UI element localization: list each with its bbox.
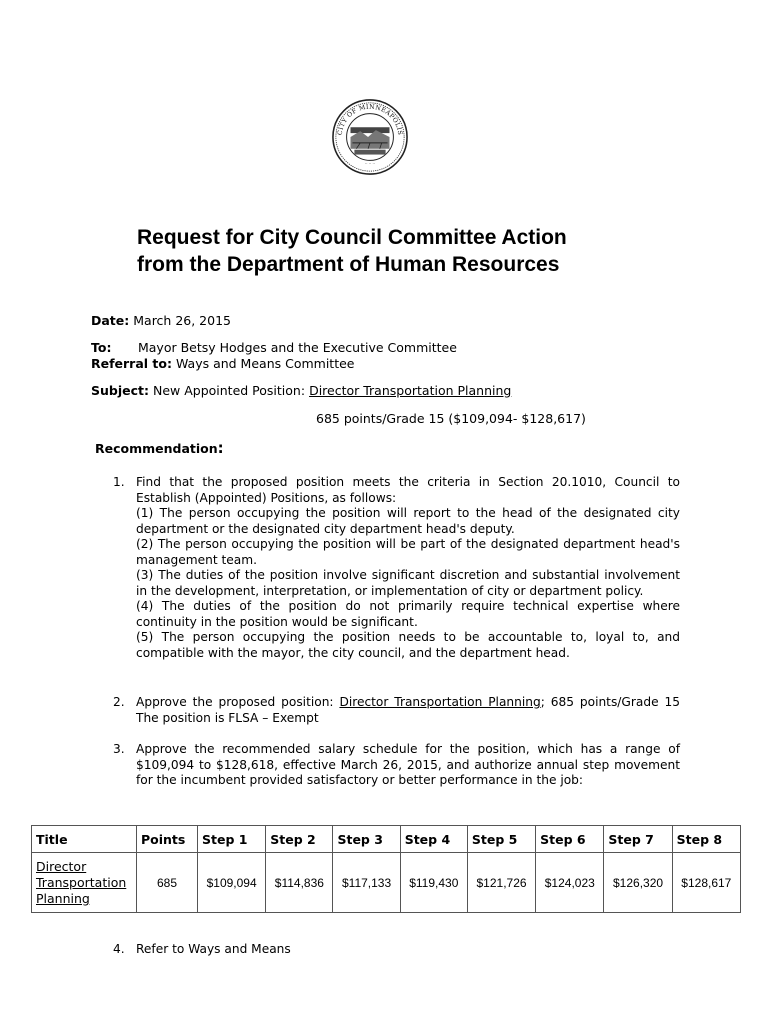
cell-step-6: $124,023	[536, 853, 604, 913]
header-step-7: Step 7	[604, 826, 672, 853]
recommendation-heading-text: Recommendation	[95, 441, 218, 456]
title-line: Transportation	[36, 874, 127, 890]
cell-step-2: $114,836	[266, 853, 333, 913]
cell-step-3: $117,133	[333, 853, 400, 913]
item-2-position: Director Transportation Planning	[339, 695, 541, 709]
item-2-suffix: ; 685 points/Grade 15 The position is FLSA – Exempt	[136, 695, 680, 725]
item-1-intro: Find that the proposed position meets the criteria in Section 20.1010, Council to Establish (Appointed) Positions, as follows:	[136, 475, 680, 505]
recommendation-item-1	[113, 475, 680, 661]
to-label: To:	[91, 340, 112, 355]
subject-position: Director Transportation Planning	[309, 383, 512, 398]
referral-value: Ways and Means Committee	[175, 356, 355, 371]
subject-prefix: New Appointed Position:	[152, 383, 306, 398]
date-label: Date:	[91, 313, 130, 328]
criterion-3: (3) The duties of the position involve significant discretion and substantial involvement in the development, interpretation, or implementation of city or department policy.	[136, 568, 680, 598]
cell-step-5: $121,726	[467, 853, 535, 913]
cell-step-1: $109,094	[198, 853, 266, 913]
cell-points: 685	[137, 853, 198, 913]
cell-step-7: $126,320	[604, 853, 672, 913]
header-step-4: Step 4	[400, 826, 467, 853]
item-number: 2.	[113, 695, 125, 709]
cell-title	[32, 853, 137, 913]
header-step-5: Step 5	[467, 826, 535, 853]
header-step-6: Step 6	[536, 826, 604, 853]
salary-schedule-table	[31, 825, 741, 913]
header-title: Title	[32, 826, 137, 853]
table-row	[32, 853, 741, 913]
cell-step-8: $128,617	[672, 853, 740, 913]
cell-step-4: $119,430	[400, 853, 467, 913]
item-number: 4.	[113, 942, 125, 956]
subject-label: Subject:	[91, 383, 149, 398]
city-seal-icon	[331, 98, 409, 176]
to-line	[91, 340, 457, 355]
item-3-text: Approve the recommended salary schedule for the position, which has a range of $109,094 to $128,618, effective March 26, 2015, and authorize annual step movement for the incumbent provided satisfactory or better performance in the job:	[136, 742, 680, 787]
subject-line	[91, 383, 511, 398]
recommendation-colon: :	[217, 439, 224, 457]
title-line: Planning	[36, 890, 90, 906]
svg-text:·· ·· ··: ·· ·· ··	[365, 160, 375, 166]
date-line	[91, 313, 231, 328]
recommendation-item-4	[113, 942, 680, 958]
title-line: Director	[36, 858, 87, 874]
item-number: 3.	[113, 742, 125, 756]
referral-line	[91, 356, 355, 371]
criterion-1: (1) The person occupying the position will report to the head of the designated city department or the designated city department head's deputy.	[136, 506, 680, 536]
item-4-text: Refer to Ways and Means	[136, 942, 291, 956]
points-grade-line: 685 points/Grade 15 ($109,094- $128,617)	[316, 411, 586, 426]
recommendation-item-2	[113, 695, 680, 726]
referral-label: Referral to:	[91, 356, 172, 371]
criterion-5: (5) The person occupying the position needs to be accountable to, loyal to, and compatible with the mayor, the city council, and the department head.	[136, 630, 680, 660]
to-value: Mayor Betsy Hodges and the Executive Committee	[137, 340, 457, 355]
header-step-8: Step 8	[672, 826, 740, 853]
recommendation-item-3	[113, 742, 680, 789]
page-title	[137, 224, 657, 278]
criterion-4: (4) The duties of the position do not primarily require technical expertise where continuity in the position would be significant.	[136, 599, 680, 629]
item-number: 1.	[113, 475, 125, 489]
title-line-1: Request for City Council Committee Action	[137, 226, 567, 249]
date-value: March 26, 2015	[133, 313, 231, 328]
table-header-row	[32, 826, 741, 853]
recommendation-heading	[95, 439, 224, 457]
header-step-3: Step 3	[333, 826, 400, 853]
header-step-1: Step 1	[198, 826, 266, 853]
seal-text: CITY OF MINNEAPOLIS	[336, 103, 404, 136]
header-points: Points	[137, 826, 198, 853]
criterion-2: (2) The person occupying the position will be part of the designated department head's management team.	[136, 537, 680, 567]
title-line-2: from the Department of Human Resources	[137, 253, 560, 276]
header-step-2: Step 2	[266, 826, 333, 853]
item-2-prefix: Approve the proposed position:	[136, 695, 334, 709]
